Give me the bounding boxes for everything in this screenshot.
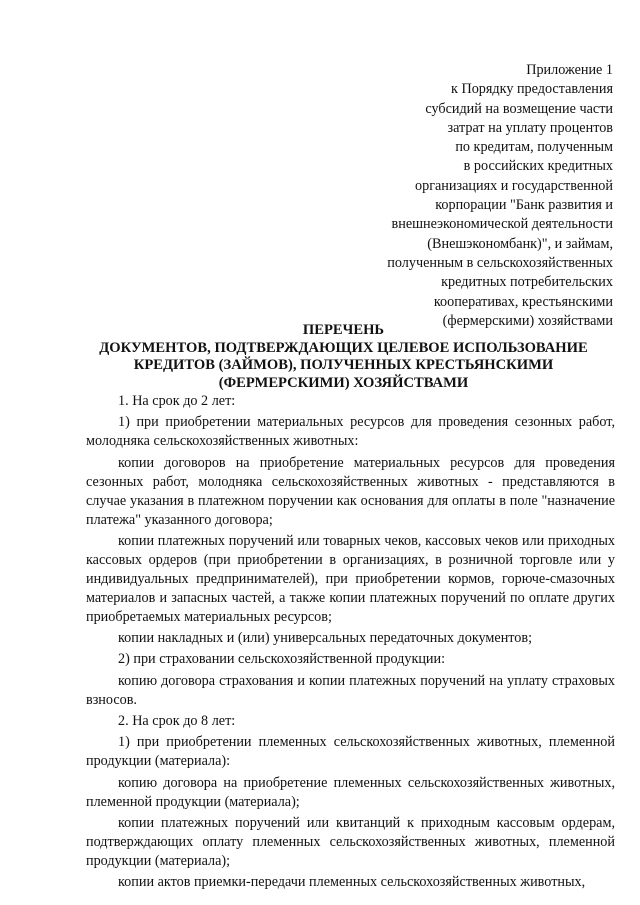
annex-line: организациях и государственной — [415, 177, 613, 194]
annex-line: по кредитам, полученным — [455, 139, 613, 156]
annex-line: затрат на уплату процентов — [447, 119, 613, 136]
annex-line: (Внешэкономбанк)", и займам, — [427, 235, 613, 252]
section-heading-2-years: 1. На срок до 2 лет: — [118, 393, 236, 409]
paragraph: 2) при страховании сельскохозяйственной продукции: — [118, 651, 446, 668]
title-line: КРЕДИТОВ (ЗАЙМОВ), ПОЛУЧЕННЫХ КРЕСТЬЯНСКИМИ — [133, 357, 554, 374]
annex-line: кооперативах, крестьянскими — [433, 293, 613, 310]
paragraph: копии платежных поручений или квитанций к приходным кассовым ордерам, подтверждающих оплату племенных сельскохозяйственных животных, племенной продукции (материала); — [86, 814, 615, 869]
annex-line: полученным в сельскохозяйственных — [387, 254, 613, 271]
paragraph: копию договора страхования и копии платежных поручений на уплату страховых взносов. — [86, 672, 615, 708]
annex-line: субсидий на возмещение части — [425, 100, 613, 117]
paragraph: копии накладных и (или) универсальных передаточных документов; — [118, 630, 533, 647]
document-body — [86, 392, 615, 895]
paragraph: копии договоров на приобретение материальных ресурсов для проведения сезонных работ, молодняка сельскохозяйственных животных - представляются в случае указания в платежном поручении как основания для оплаты в поле "назначение платежа" указанного договора; — [86, 454, 615, 528]
annex-line: к Порядку предоставления — [451, 81, 613, 98]
paragraph: 1) при приобретении племенных сельскохозяйственных животных, племенной продукции (материала): — [86, 734, 615, 770]
annex-line: корпорации "Банк развития и — [435, 197, 613, 214]
annex-line: Приложение 1 — [526, 62, 613, 78]
annex-line: в российских кредитных — [463, 158, 613, 175]
paragraph: копию договора на приобретение племенных сельскохозяйственных животных, племенной продукции (материала); — [86, 774, 615, 810]
paragraph: 1) при приобретении материальных ресурсов для проведения сезонных работ, молодняка сельскохозяйственных животных: — [86, 414, 615, 450]
annex-line: внешнеэкономической деятельности — [391, 216, 613, 233]
paragraph: копии актов приемки-передачи племенных сельскохозяйственных животных, — [118, 874, 586, 891]
document-title — [86, 322, 601, 392]
title-line: (ФЕРМЕРСКИМИ) ХОЗЯЙСТВАМИ — [218, 374, 469, 391]
paragraph: копии платежных поручений или товарных чеков, кассовых чеков или приходных кассовых ордеров (при приобретении в организациях, в розничной торговле или у индивидуальных предпринимателей), при приобретении кормов, горюче-смазочных материалов и запасных частей, а также копии платежных поручений по оплате других приобретаемых материальных ресурсов; — [86, 532, 615, 625]
title-line: ДОКУМЕНТОВ, ПОДТВЕРЖДАЮЩИХ ЦЕЛЕВОЕ ИСПОЛЬЗОВАНИЕ — [99, 339, 588, 356]
annex-header — [333, 61, 613, 331]
annex-line: (фермерскими) хозяйствами — [442, 312, 613, 329]
annex-line: кредитных потребительских — [441, 274, 613, 291]
title-line: ПЕРЕЧЕНЬ — [302, 322, 385, 338]
section-heading-8-years: 2. На срок до 8 лет: — [118, 713, 236, 730]
